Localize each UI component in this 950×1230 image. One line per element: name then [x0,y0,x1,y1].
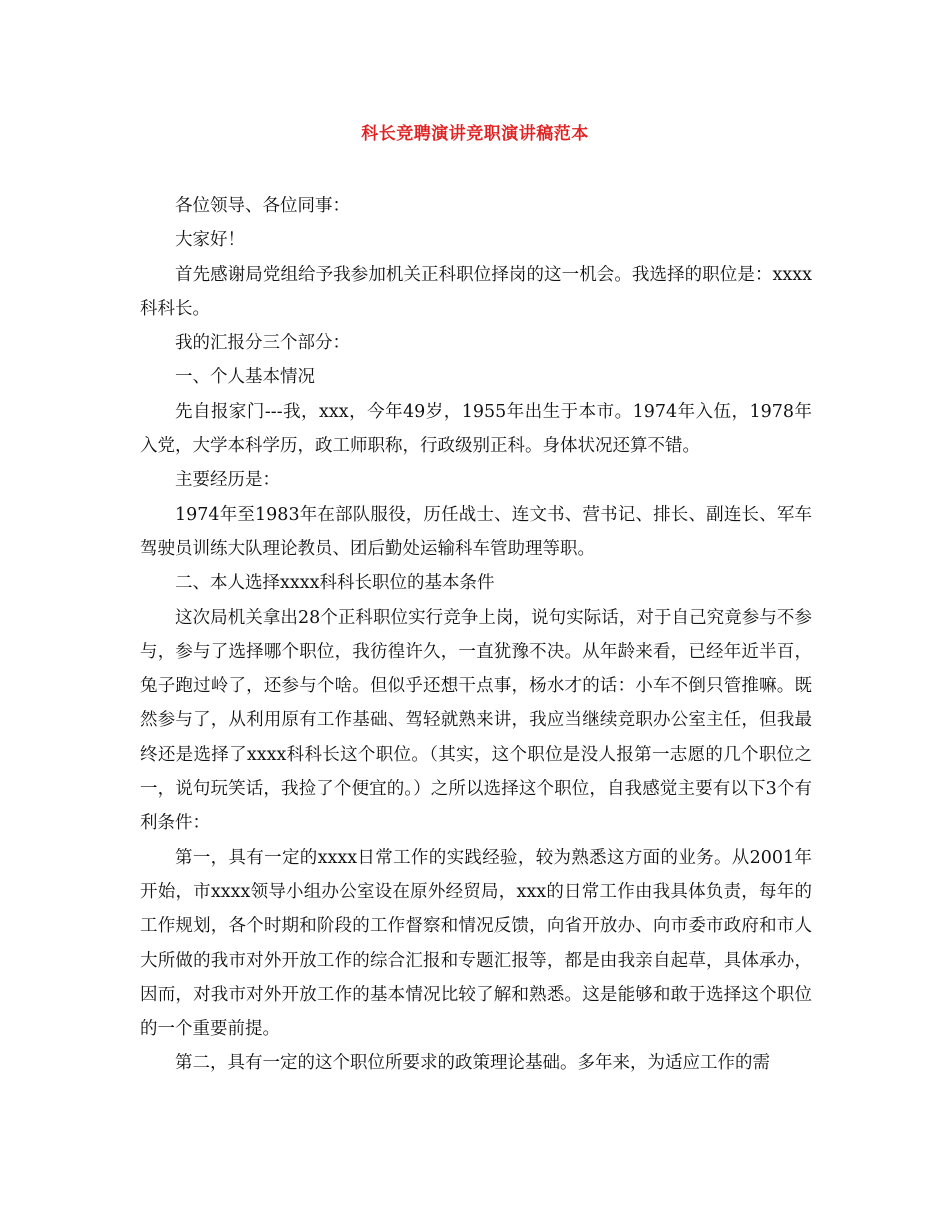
paragraph-intro: 首先感谢局党组给予我参加机关正科职位择岗的这一机会。我选择的职位是：xxxx科科长。 [140,264,812,319]
document-title: 科长竞聘演讲竞职演讲稿范本 [361,124,589,144]
section-heading-2: 二、本人选择xxxx科科长职位的基本条件 [175,573,495,594]
paragraph-outline: 我的汇报分三个部分： [175,333,350,354]
paragraph-experience-heading: 主要经历是： [175,470,280,491]
paragraph-reasoning: 这次局机关拿出28个正科职位实行竞争上岗，说句实际话，对于自己究竟参与不参与，参与了选择哪个职位，我彷徨许久，一直犹豫不决。从年龄来看，已经年近半百，兔子跑过岭了，还参与个啥。但似乎还想干点事，杨水才的话：小车不倒只管推嘛。既然参与了，从利用原有工作基础、驾轻就熟来讲，我应当继续竞职办公室主任，但我最终还是选择了xxxx科科长这个职位。（其实，这个职位是没人报第一志愿的几个职位之一，说句玩笑话，我捡了个便宜的。）之所以选择这个职位，自我感觉主要有以下3个有利条件： [140,607,812,834]
paragraph-self-intro: 先自报家门---我，xxx，今年49岁，1955年出生于本市。1974年入伍，1978年入党，大学本科学历，政工师职称，行政级别正科。身体状况还算不错。 [140,401,812,457]
paragraph-condition-2: 第二，具有一定的这个职位所要求的政策理论基础。多年来，为适应工作的需 [175,1053,770,1074]
document-body [140,189,812,1081]
paragraph-condition-1: 第一，具有一定的xxxx日常工作的实践经验，较为熟悉这方面的业务。从2001年开始，市xxxx领导小组办公室设在原外经贸局，xxx的日常工作由我具体负责，每年的工作规划，各个时期和阶段的工作督察和情况反馈，向省开放办、向市委市政府和市人大所做的我市对外开放工作的综合汇报和专题汇报等，都是由我亲自起草，具体承办，因而，对我市对外开放工作的基本情况比较了解和熟悉。这是能够和敢于选择这个职位的一个重要前提。 [140,847,812,1040]
section-heading-1: 一、个人基本情况 [175,367,315,388]
salutation: 各位领导、各位同事： [175,196,350,216]
greeting: 大家好！ [175,230,245,251]
paragraph-experience: 1974年至1983年在部队服役，历任战士、连文书、营书记、排长、副连长、军车驾驶员训练大队理论教员、团后勤处运输科车管助理等职。 [140,504,812,559]
